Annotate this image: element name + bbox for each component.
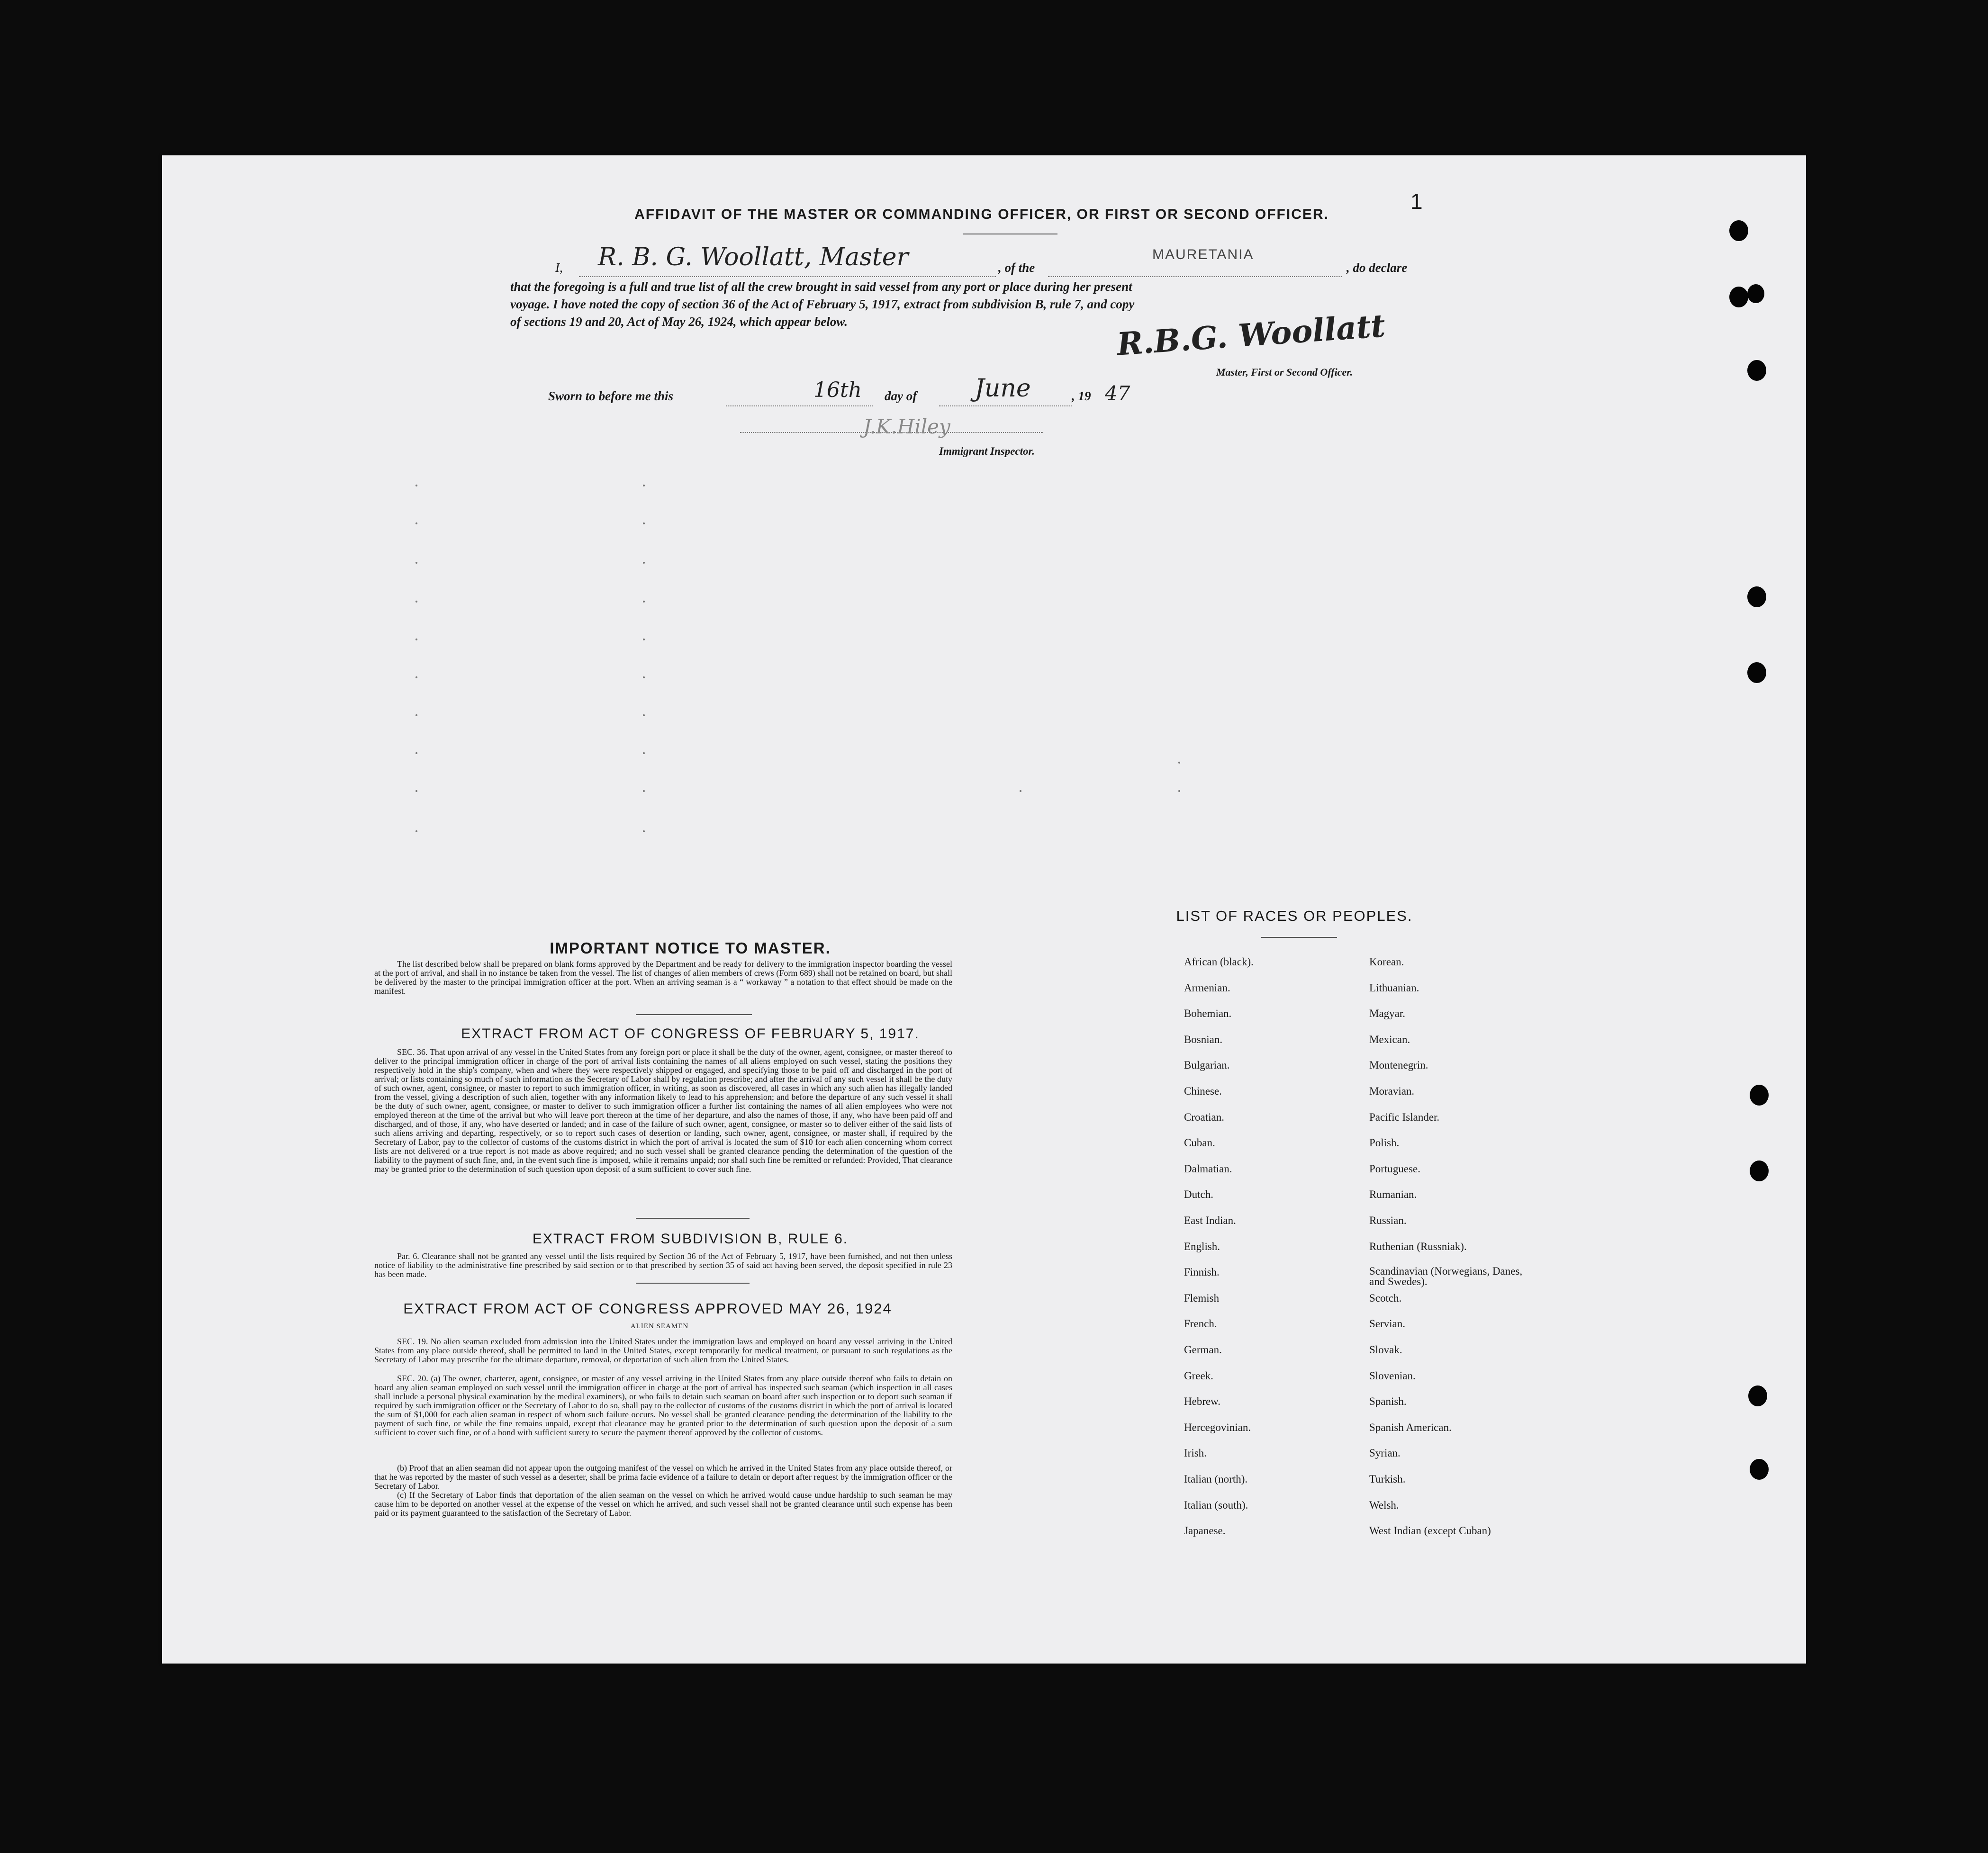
race-entry: Slovenian.	[1369, 1370, 1416, 1382]
document-page	[162, 155, 1806, 1664]
race-entry: Russian.	[1369, 1214, 1407, 1226]
race-entry: Ruthenian (Russniak).	[1369, 1241, 1467, 1252]
binder-hole	[1747, 284, 1764, 303]
extract-1924-title: EXTRACT FROM ACT OF CONGRESS APPROVED MAY 26, 1924	[403, 1300, 892, 1317]
race-entry: Greek.	[1184, 1370, 1213, 1382]
race-entry: East Indian.	[1184, 1214, 1236, 1226]
race-entry: Finnish.	[1184, 1266, 1220, 1278]
race-entry: Spanish American.	[1369, 1421, 1452, 1433]
guide-dot	[416, 485, 417, 486]
binder-hole	[1748, 1385, 1767, 1406]
sec-20c-body: (c) If the Secretary of Labor finds that deportation of the alien seaman on the vessel on which he arrived would cause undue hardship to such seaman he may cause him to be deported on another vessel at the expense of the vessel on which he arrived, and such vessel shall not be granted clearance until such expense has been paid or its payment guaranteed to the satisfaction of the Secretary of Labor.	[374, 1490, 952, 1518]
race-entry: Slovak.	[1369, 1344, 1402, 1356]
race-entry: Flemish	[1184, 1292, 1220, 1304]
race-entry: African (black).	[1184, 956, 1254, 968]
races-title-rule	[1261, 937, 1337, 938]
race-entry: Servian.	[1369, 1318, 1406, 1330]
binder-hole	[1747, 662, 1766, 683]
affidavit-title: AFFIDAVIT OF THE MASTER OR COMMANDING OFFICER, OR FIRST OR SECOND OFFICER.	[634, 207, 1329, 222]
sec-20a-body: SEC. 20. (a) The owner, charterer, agent, consignee, or master of any vessel arriving in the United States from any place outside thereof who fails to detain on board any alien seaman employed on such vessel until the immigration officer in charge at the port of arrival has inspected such seaman (which inspection in all cases shall include a personal physical examination by the medical examiners), or who fails to detain such seaman on board after such inspection or to deport such seaman if required by such immigration officer or the Secretary of Labor to do so, shall pay to the collector of customs of the customs district in which the port of arrival is located the sum of $1,000 for each alien seaman in respect of whom such failure occurs. No vessel shall be granted clearance pending the determination of the liability to the payment of such fine, or while the fine remains unpaid, except that clearance may be granted prior to the determination of such question upon the deposit of a sum sufficient to cover such fine, or of a bond with sufficient surety to secure the payment thereof approved by the collector of customs.	[374, 1374, 952, 1437]
guide-dot	[416, 676, 417, 678]
notice-body: The list described below shall be prepared on blank forms approved by the Department and be ready for delivery to the immigration inspector boarding the vessel at the port of arrival, and shall in no instance be taken from the vessel. The list of changes of alien members of crews (Form 689) shall not be retained on board, but shall be delivered by the master to the principal immigration officer at the port. When an arriving seaman is a “ workaway ” a notation to that effect should be made on the manifest.	[374, 959, 952, 996]
race-entry: Hebrew.	[1184, 1395, 1221, 1407]
signer-title: Master, First or Second Officer.	[1216, 366, 1353, 378]
race-entry: German.	[1184, 1344, 1222, 1356]
vessel-underline	[1048, 276, 1342, 277]
race-entry: Turkish.	[1369, 1473, 1406, 1485]
binder-hole	[1747, 360, 1766, 381]
race-entry: Welsh.	[1369, 1499, 1399, 1511]
race-entry: Rumanian.	[1369, 1188, 1417, 1200]
alien-seamen-subtitle: ALIEN SEAMEN	[630, 1322, 689, 1330]
race-entry: Chinese.	[1184, 1085, 1222, 1097]
guide-dot	[643, 676, 645, 678]
race-entry: Bosnian.	[1184, 1034, 1223, 1045]
race-entry: Scotch.	[1369, 1292, 1402, 1304]
guide-dot	[643, 522, 645, 524]
race-entry: Syrian.	[1369, 1447, 1401, 1459]
do-declare-label: , do declare	[1346, 261, 1408, 275]
race-entry: Magyar.	[1369, 1007, 1406, 1019]
subdivision-rule	[636, 1283, 750, 1284]
master-name: R. B. G. Woollatt, Master	[598, 243, 909, 271]
race-entry: English.	[1184, 1241, 1220, 1252]
race-entry: Croatian.	[1184, 1111, 1224, 1123]
guide-dot	[1020, 790, 1021, 792]
race-entry: Italian (south).	[1184, 1499, 1248, 1511]
guide-dot	[1178, 790, 1180, 792]
notice-title: IMPORTANT NOTICE TO MASTER.	[550, 939, 831, 957]
race-entry: Armenian.	[1184, 982, 1230, 994]
extract-1917-title: EXTRACT FROM ACT OF CONGRESS OF FEBRUARY 5, 1917.	[461, 1026, 920, 1042]
binder-hole	[1750, 1160, 1769, 1181]
binder-hole	[1750, 1085, 1769, 1106]
guide-dot	[416, 790, 417, 792]
race-entry: Lithuanian.	[1369, 982, 1419, 994]
day-underline	[726, 405, 873, 406]
extract-1917-rule	[636, 1218, 750, 1219]
sworn-month: June	[975, 374, 1031, 403]
binder-hole	[1729, 287, 1748, 307]
guide-dot	[643, 714, 645, 716]
inspector-title: Immigrant Inspector.	[939, 445, 1035, 457]
race-entry: Korean.	[1369, 956, 1404, 968]
page-number: 1	[1410, 189, 1423, 214]
guide-dot	[643, 790, 645, 792]
declaration-line-2: voyage. I have noted the copy of section 36 of the Act of February 5, 1917, extract from subdivision B, rule 7, and copy	[510, 297, 1135, 311]
declaration-line-1: that the foregoing is a full and true list of all the crew brought in said vessel from any port or place during her present	[510, 279, 1132, 294]
race-entry: Montenegrin.	[1369, 1059, 1428, 1071]
race-entry: Polish.	[1369, 1137, 1400, 1149]
declaration-line-3: of sections 19 and 20, Act of May 26, 1924, which appear below.	[510, 315, 848, 329]
race-entry: Dalmatian.	[1184, 1163, 1232, 1175]
guide-dot	[643, 601, 645, 603]
race-entry: Dutch.	[1184, 1188, 1213, 1200]
sec-19-body: SEC. 19. No alien seaman excluded from admission into the United States under the immigration laws and employed on board any vessel arriving in the United States from any place outside thereof, shall be permitted to land in the United States, except temporarily for medical treatment, or pursuant to such regulations as the Secretary of Labor may prescribe for the ultimate departure, removal, or deportation of such alien from the United States.	[374, 1337, 952, 1364]
race-entry: Spanish.	[1369, 1395, 1407, 1407]
guide-dot	[416, 562, 417, 564]
day-of-label: day of	[885, 389, 917, 403]
month-underline	[939, 405, 1072, 406]
guide-dot	[416, 639, 417, 640]
race-entry: Hercegovinian.	[1184, 1421, 1251, 1433]
sworn-year: 47	[1105, 382, 1130, 405]
notice-rule	[636, 1014, 752, 1015]
guide-dot	[416, 752, 417, 754]
guide-dot	[643, 639, 645, 640]
race-entry: Portuguese.	[1369, 1163, 1420, 1175]
binder-hole	[1729, 220, 1748, 241]
binder-hole	[1750, 1459, 1769, 1480]
vessel-name: MAURETANIA	[1152, 247, 1254, 262]
guide-dot	[643, 830, 645, 832]
guide-dot	[1178, 762, 1180, 764]
guide-dot	[416, 830, 417, 832]
guide-dot	[416, 714, 417, 716]
race-entry: Japanese.	[1184, 1525, 1226, 1537]
race-entry: French.	[1184, 1318, 1217, 1330]
race-entry: Scandinavian (Norwegians, Danes, and Swedes).	[1369, 1265, 1523, 1287]
subdivision-body: Par. 6. Clearance shall not be granted any vessel until the lists required by Section 36 of the Act of February 5, 1917, have been furnished, and not then unless notice of liability to the administrative fine prescribed by said section or to that prescribed by section 35 of said act having been served, the deposit specified in rule 23 has been made.	[374, 1251, 952, 1279]
guide-dot	[416, 601, 417, 603]
declaration-i: I,	[555, 261, 563, 275]
race-entry: Moravian.	[1369, 1085, 1415, 1097]
race-entry: Pacific Islander.	[1369, 1111, 1440, 1123]
name-underline	[579, 276, 996, 277]
race-entry: Mexican.	[1369, 1034, 1410, 1045]
guide-dot	[643, 752, 645, 754]
sworn-label: Sworn to before me this	[548, 389, 674, 403]
binder-hole	[1747, 586, 1766, 607]
inspector-signature: J.K.Hiley	[863, 415, 950, 438]
extract-1917-body: SEC. 36. That upon arrival of any vessel in the United States from any foreign port or place it shall be the duty of the owner, agent, consignee, or master thereof to deliver to the principal immigration officer in charge of the port of arrival lists containing the names of all aliens employed on such vessel, stating the positions they respectively hold in the ship's company, when and where they were respectively shipped or engaged, and specifying those to be paid off and discharged in the port of arrival; or lists containing so much of such information as the Secretary of Labor shall by regulation prescribe; and after the arrival of any such vessel it shall be the duty of such owner, agent, consignee, or master to report to such immigration officer, in writing, as soon as discovered, all cases in which any such alien has illegally landed from the vessel, giving a description of such alien, together with any information likely to lead to his apprehension; and before the departure of any such vessel it shall be the duty of such owner, agent, consignee, or master to deliver to such immigration officer a further list containing the names of all alien employees who were not employed thereon at the time of the arrival but who will leave port thereon at the time of her departure, and also the names of those, if any, who have been paid off and discharged, and of those, if any, who have deserted or landed; and in case of the failure of such owner, agent, consignee, or master so to deliver either of the said lists of such aliens arriving and departing, respectively, or so to report such cases of desertion or landing, such owner, agent, consignee, or master shall, if required by the Secretary of Labor, pay to the collector of customs of the customs district in which the port of arrival is located the sum of $10 for each alien concerning whom correct lists are not delivered or a true report is not made as above required; and no such vessel shall be granted clearance pending the determination of the question of the liability to the payment of such fine, and, in the event such fine is imposed, while it remains unpaid; nor shall such fine be remitted or refunded: Provided, That clearance may be granted prior to the determination of such question upon deposit of a sum sufficient to cover such fine.	[374, 1047, 952, 1174]
master-signature: R.B.G. Woollatt	[1115, 307, 1387, 363]
guide-dot	[643, 485, 645, 486]
race-entry: Cuban.	[1184, 1137, 1215, 1149]
race-entry: Bulgarian.	[1184, 1059, 1230, 1071]
races-title: LIST OF RACES OR PEOPLES.	[1176, 908, 1413, 924]
sec-20b-body: (b) Proof that an alien seaman did not appear upon the outgoing manifest of the vessel on which he arrived in the United States from any place outside thereof, or that he was reported by the master of such vessel as a deserter, shall be prima facie evidence of a failure to detain or deport after request by the immigration officer or the Secretary of Labor.	[374, 1463, 952, 1491]
race-entry: Bohemian.	[1184, 1007, 1232, 1019]
of-the-label: , of the	[998, 261, 1035, 275]
subdivision-title: EXTRACT FROM SUBDIVISION B, RULE 6.	[532, 1231, 849, 1247]
year-prefix: , 19	[1072, 389, 1091, 403]
race-entry: Irish.	[1184, 1447, 1207, 1459]
race-entry: Italian (north).	[1184, 1473, 1248, 1485]
guide-dot	[416, 522, 417, 524]
sworn-day: 16th	[813, 378, 862, 402]
race-entry: West Indian (except Cuban)	[1369, 1525, 1491, 1537]
guide-dot	[643, 562, 645, 564]
